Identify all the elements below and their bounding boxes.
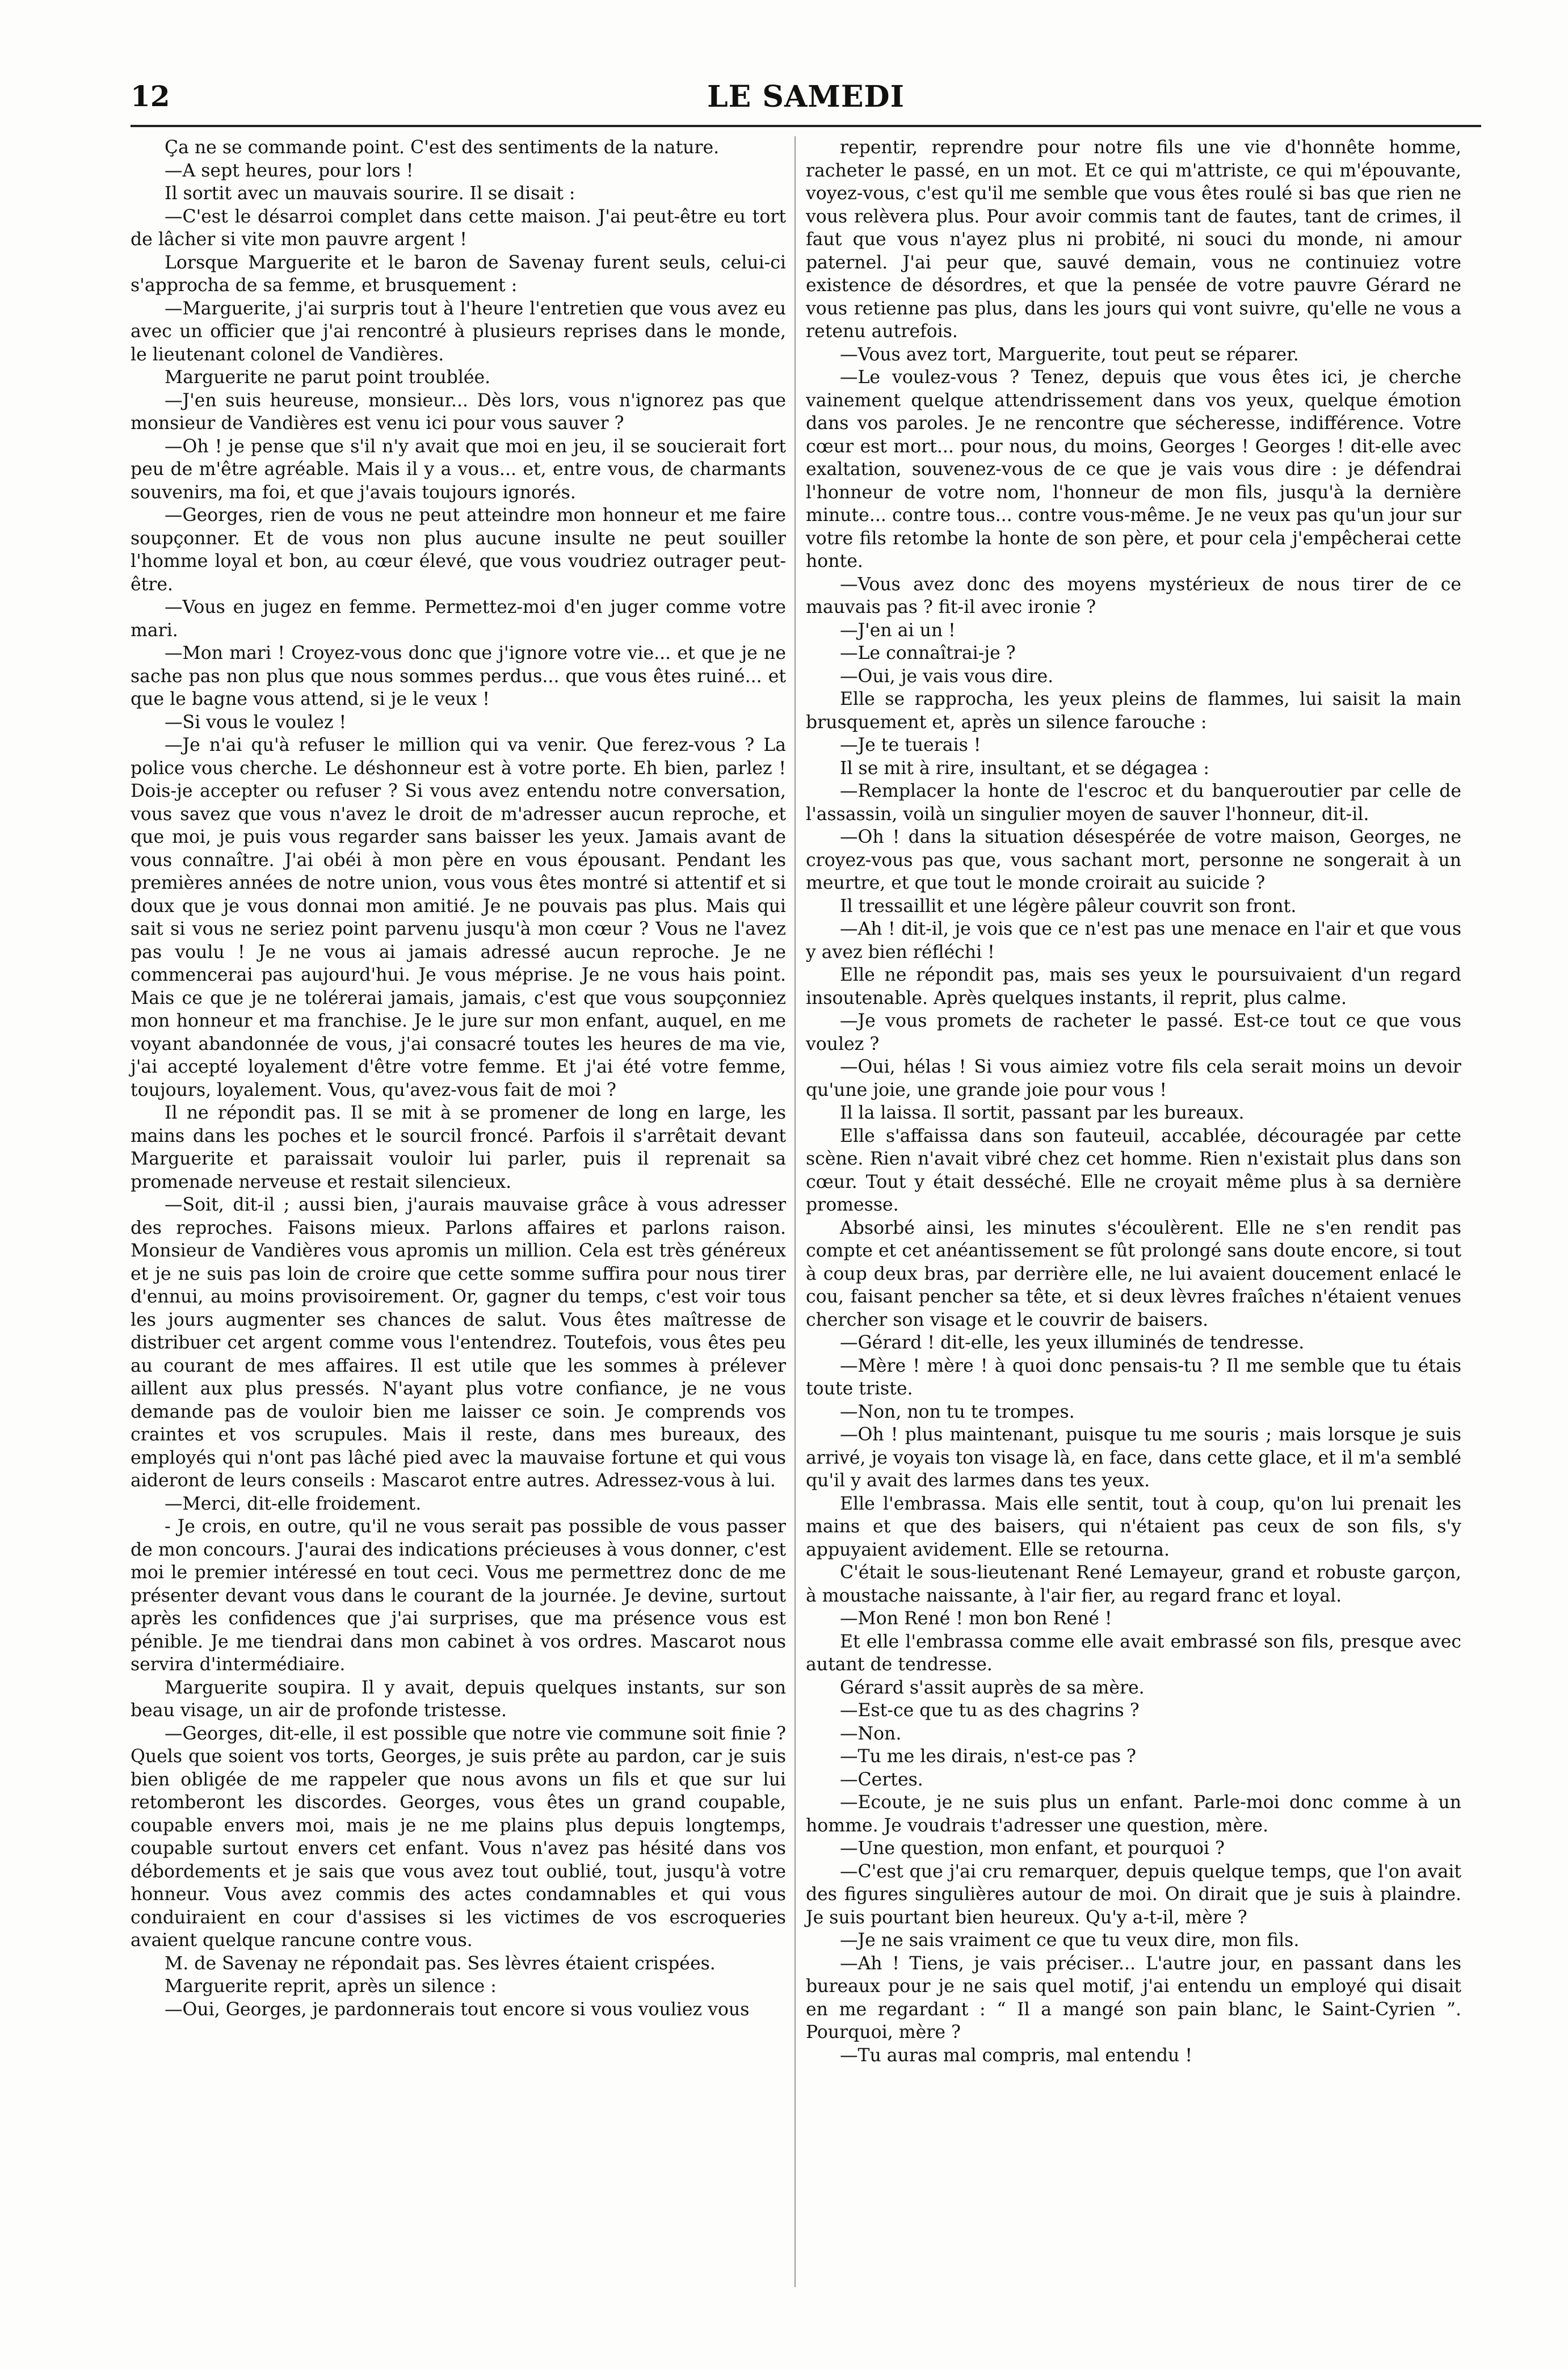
article-paragraph: —C'est le désarroi complet dans cette maison. J'ai peut-être eu tort de lâcher si vite mon pauvre argent ! — [131, 206, 786, 250]
article-paragraph: —Certes. — [840, 1769, 923, 1790]
article-paragraph: Marguerite reprit, après un silence : — [165, 1976, 497, 1997]
article-paragraph: —Non, non tu te trompes. — [840, 1401, 1075, 1422]
article-paragraph: Lorsque Marguerite et le baron de Savenay furent seuls, celui-ci s'approcha de sa femme, et brusquement : — [131, 252, 786, 296]
article-paragraph: —Marguerite, j'ai surpris tout à l'heure l'entretien que vous avez eu avec un officier que j'ai rencontré à plusieurs reprises dans le monde, le lieutenant colonel de Vandières. — [131, 298, 786, 365]
article-paragraph: —Non. — [840, 1723, 902, 1744]
article-paragraph: —C'est que j'ai cru remarquer, depuis quelque temps, que l'on avait des figures singulières autour de moi. On dirait que je suis à plaindre. Je suis pourtant bien heureux. Qu'y a-t-il, mère ? — [806, 1861, 1461, 1928]
article-paragraph: —Georges, rien de vous ne peut atteindre mon honneur et me faire soupçonner. Et de vous non plus aucune insulte ne peut souiller l'homme loyal et bon, au cœur élevé, que vous voudriez outrager peut-être. — [131, 505, 786, 595]
article-paragraph: —Je vous promets de racheter le passé. Est-ce tout ce que vous voulez ? — [806, 1011, 1461, 1054]
page-number: 12 — [131, 79, 170, 113]
article-paragraph: —Soit, dit-il ; aussi bien, j'aurais mauvaise grâce à vous adresser des reproches. Faisons mieux. Parlons affaires et parlons raison. Monsieur de Vandières vous apromis un million. Cela est très généreux et je ne suis pas loin de croire que cette somme suffira pour nous tirer d'ennui, au moins provisoirement. Or, gagner du temps, c'est voir tous les jours augmenter ses chances de salut. Vous êtes maîtresse de distribuer cet argent comme vous l'entendrez. Toutefois, vous êtes peu au courant de mes affaires. Il est utile que les sommes à prélever aillent aux plus pressés. N'ayant plus votre confiance, je ne vous demande pas de vouloir bien me laisser ce soin. Je comprends vos craintes et vos scrupules. Mais il reste, dans mes bureaux, des employés qui n'ont pas lâché pied avec la mauvaise fortune et qui vous aideront de leurs conseils : Mascarot entre autres. Adressez-vous à lui. — [131, 1195, 786, 1491]
right-column — [806, 136, 1461, 2067]
article-paragraph: Gérard s'assit auprès de sa mère. — [840, 1677, 1145, 1698]
article-paragraph: —Tu me les dirais, n'est-ce pas ? — [840, 1746, 1136, 1767]
article-paragraph: - Je crois, en outre, qu'il ne vous serait pas possible de vous passer de mon concours. J'aurai des indications précieuses à vous donner, c'est moi le premier intéressé en tout ceci. Vous me permettrez donc de me présenter devant vous dans le courant de la journée. Je devine, surtout après les confidences que j'ai surprises, que ma présence vous est pénible. Je me tiendrai dans mon cabinet à vos ordres. Mascarot nous servira d'intermédiaire. — [131, 1516, 786, 1675]
article-paragraph: —Le connaîtrai-je ? — [840, 643, 1016, 663]
article-paragraph: —Est-ce que tu as des chagrins ? — [840, 1700, 1140, 1721]
article-paragraph: M. de Savenay ne répondait pas. Ses lèvres étaient crispées. — [165, 1953, 716, 1974]
article-paragraph: —Mon mari ! Croyez-vous donc que j'ignore votre vie... et que je ne sache pas non plus que nous sommes perdus... que vous êtes ruiné... et que le bagne vous attend, si je le veux ! — [131, 643, 786, 709]
article-paragraph: Elle se rapprocha, les yeux pleins de flammes, lui saisit la main brusquement et, après un silence farouche : — [806, 689, 1461, 733]
article-paragraph: —Oh ! je pense que s'il n'y avait que moi en jeu, il se soucierait fort peu de m'être agréable. Mais il y a vous... et, entre vous, de charmants souvenirs, ma foi, et que j'avais toujours ignorés. — [131, 436, 786, 503]
article-paragraph: Il sortit avec un mauvais sourire. Il se disait : — [165, 183, 575, 204]
article-paragraph: —Oui, hélas ! Si vous aimiez votre fils cela serait moins un devoir qu'une joie, une grande joie pour vous ! — [806, 1057, 1461, 1100]
article-paragraph: Marguerite soupira. Il y avait, depuis quelques instants, sur son beau visage, un air de profonde tristesse. — [131, 1677, 786, 1721]
article-paragraph: —Oh ! dans la situation désespérée de votre maison, Georges, ne croyez-vous pas que, vous sachant mort, personne ne songerait à un meurtre, et que tout le monde croirait au suicide ? — [806, 827, 1461, 893]
article-paragraph: —Je ne sais vraiment ce que tu veux dire, mon fils. — [840, 1930, 1300, 1951]
article-paragraph: —Je n'ai qu'à refuser le million qui va venir. Que ferez-vous ? La police vous cherche. Le déshonneur est à votre porte. Eh bien, parlez ! Dois-je accepter ou refuser ? Si vous avez entendu notre conversation, vous savez que vous n'avez le droit de m'adresser aucun reproche, et que moi, je puis vous regarder sans baisser les yeux. Jamais avant de vous connaître. J'ai obéi à mon père en vous épousant. Pendant les premières années de notre union, vous vous êtes montré si attentif et si doux que je vous donnai mon amitié. Je ne pouvais pas plus. Mais qui sait si vous ne seriez point parvenu jusqu'à mon cœur ? Vous ne l'avez pas voulu ! Je ne vous ai jamais adressé aucun reproche. Je ne commencerai pas aujourd'hui. Je vous méprise. Je ne vous hais point. Mais ce que je ne tolérerai jamais, jamais, c'est que vous soupçonniez mon honneur et ma franchise. Je le jure sur mon enfant, auquel, en me voyant abandonnée de vous, j'ai consacré toutes les heures de ma vie, j'ai accepté loyalement d'être votre femme. Et j'ai été votre femme, toujours, loyalement. Vous, qu'avez-vous fait de moi ? — [131, 735, 786, 1100]
article-paragraph: —Vous en jugez en femme. Permettez-moi d'en juger comme votre mari. — [131, 597, 786, 641]
article-paragraph: Absorbé ainsi, les minutes s'écoulèrent. Elle ne s'en rendit pas compte et cet anéantissement se fût prolongé sans doute encore, si tout à coup deux bras, par derrière elle, ne lui avaient doucement enlacé le cou, faisant pencher sa tête, et si deux lèvres fraîches n'étaient venues chercher son visage et le couvrir de baisers. — [806, 1217, 1461, 1330]
article-paragraph: Il tressaillit et une légère pâleur couvrit son front. — [840, 896, 1297, 917]
left-column — [131, 136, 786, 2021]
article-paragraph: —Georges, dit-elle, il est possible que notre vie commune soit finie ? Quels que soient vos torts, Georges, je suis prête au pardon, car je suis bien obligée de me rappeler que nous avons un fils et que sur lui retomberont les discordes. Georges, vous êtes un grand coupable, coupable envers moi, mais je ne me plains plus depuis longtemps, coupable surtout envers cet enfant. Vous n'avez pas hésité dans vos débordements et je sais que vous avez tout oublié, tout, jusqu'à votre honneur. Vous avez commis des actes condamnables et qui vous conduiraient en cour d'assises si les victimes de vos escroqueries avaient quelque rancune contre vous. — [131, 1723, 787, 1951]
article-paragraph: —Ah ! dit-il, je vois que ce n'est pas une menace en l'air et que vous y avez bien réfléchi ! — [806, 919, 1461, 963]
column-divider — [794, 136, 796, 2287]
article-paragraph: —Tu auras mal compris, mal entendu ! — [840, 2045, 1192, 2066]
article-paragraph: —Je te tuerais ! — [840, 735, 981, 755]
article-paragraph: —Oh ! plus maintenant, puisque tu me souris ; mais lorsque je suis arrivé, je voyais ton visage là, en face, dans cette glace, et il m'a semblé qu'il y avait des larmes dans tes yeux. — [806, 1424, 1461, 1491]
article-paragraph: Il se mit à rire, insultant, et se dégagea : — [840, 758, 1210, 779]
article-paragraph: —A sept heures, pour lors ! — [165, 160, 414, 181]
article-paragraph: Marguerite ne parut point troublée. — [165, 367, 491, 388]
article-paragraph: —Vous avez tort, Marguerite, tout peut se réparer. — [840, 344, 1299, 365]
article-paragraph: —Ah ! Tiens, je vais préciser... L'autre jour, en passant dans les bureaux pour je ne sais quel motif, j'ai entendu un employé qui disait en me regardant : “ Il a mangé son pain blanc, le Saint-Cyrien ”. Pourquoi, mère ? — [806, 1953, 1461, 2043]
article-paragraph: Elle l'embrassa. Mais elle sentit, tout à coup, qu'on lui prenait les mains et que des baisers, qui n'étaient pas ceux de son fils, s'y appuyaient avidement. Elle se retourna. — [806, 1493, 1461, 1560]
article-paragraph: —Le voulez-vous ? Tenez, depuis que vous êtes ici, je cherche vainement quelque attendrissement dans vos yeux, quelque émotion dans vos paroles. Je ne rencontre que sécheresse, indifférence. Votre cœur est mort... pour nous, du moins, Georges ! Georges ! dit-elle avec exaltation, souvenez-vous de ce que je vais vous dire : je défendrai l'honneur de votre nom, l'honneur de mon fils, jusqu'à la dernière minute... contre tous... contre vous-même. Je ne veux pas qu'un jour sur votre fils retombe la honte de son père, et pour cela j'empêcherai cette honte. — [806, 367, 1461, 572]
page-header — [131, 74, 1481, 125]
running-title: LE SAMEDI — [707, 79, 905, 114]
article-paragraph: Ça ne se commande point. C'est des sentiments de la nature. — [165, 137, 720, 158]
article-paragraph: C'était le sous-lieutenant René Lemayeur, grand et robuste garçon, à moustache naissante, à l'air fier, au regard franc et loyal. — [806, 1562, 1461, 1606]
article-paragraph: —J'en ai un ! — [840, 620, 956, 641]
article-paragraph: Elle ne répondit pas, mais ses yeux le poursuivaient d'un regard insoutenable. Après quelques instants, il reprit, plus calme. — [806, 965, 1461, 1008]
header-rule — [131, 125, 1481, 127]
article-paragraph: —Oui, Georges, je pardonnerais tout encore si vous vouliez vous — [165, 1999, 750, 2020]
article-paragraph: —Merci, dit-elle froidement. — [165, 1493, 422, 1514]
article-paragraph: —Gérard ! dit-elle, les yeux illuminés de tendresse. — [840, 1333, 1305, 1353]
article-paragraph: —Une question, mon enfant, et pourquoi ? — [840, 1838, 1225, 1859]
article-paragraph: Et elle l'embrassa comme elle avait embrassé son fils, presque avec autant de tendresse. — [806, 1631, 1461, 1675]
article-paragraph: Elle s'affaissa dans son fauteuil, accablée, découragée par cette scène. Rien n'avait vibré chez cet homme. Rien n'existait plus dans son cœur. Tout y était desséché. Elle ne croyait même plus à sa dernière promesse. — [806, 1125, 1461, 1215]
article-paragraph: Il la laissa. Il sortit, passant par les bureaux. — [840, 1103, 1245, 1123]
article-paragraph: —Mon René ! mon bon René ! — [840, 1608, 1112, 1629]
article-paragraph: —Oui, je vais vous dire. — [840, 666, 1054, 687]
article-paragraph: —Si vous le voulez ! — [165, 712, 347, 733]
article-paragraph: —Remplacer la honte de l'escroc et du banqueroutier par celle de l'assassin, voilà un singulier moyen de sauver l'honneur, dit-il. — [806, 781, 1461, 825]
article-paragraph: —J'en suis heureuse, monsieur... Dès lors, vous n'ignorez pas que monsieur de Vandières est venu ici pour vous sauver ? — [131, 390, 786, 434]
article-paragraph: repentir, reprendre pour notre fils une vie d'honnête homme, racheter le passé, en un mot. Et ce qui m'attriste, ce qui m'épouvante, voyez-vous, c'est qu'il me semble que vous êtes roulé si bas que rien ne vous relèvera plus. Pour avoir commis tant de fautes, tant de crimes, il faut que vous n'ayez plus ni probité, ni souci du monde, ni amour paternel. J'ai peur que, sauvé demain, vous ne continuiez votre existence de désordres, et que la pensée de votre pauvre Gérard ne vous retienne pas plus, dans les jours qui vont suivre, qu'elle ne vous a retenu autrefois. — [806, 137, 1461, 342]
article-paragraph: —Ecoute, je ne suis plus un enfant. Parle-moi donc comme à un homme. Je voudrais t'adresser une question, mère. — [806, 1792, 1461, 1836]
article-paragraph: —Vous avez donc des moyens mystérieux de nous tirer de ce mauvais pas ? fit-il avec ironie ? — [806, 574, 1461, 617]
article-paragraph: Il ne répondit pas. Il se mit à se promener de long en large, les mains dans les poches et le sourcil froncé. Parfois il s'arrêtait devant Marguerite et paraissait vouloir lui parler, puis il reprenait sa promenade nerveuse et restait silencieux. — [131, 1103, 786, 1192]
article-paragraph: —Mère ! mère ! à quoi donc pensais-tu ? Il me semble que tu étais toute triste. — [806, 1355, 1461, 1399]
